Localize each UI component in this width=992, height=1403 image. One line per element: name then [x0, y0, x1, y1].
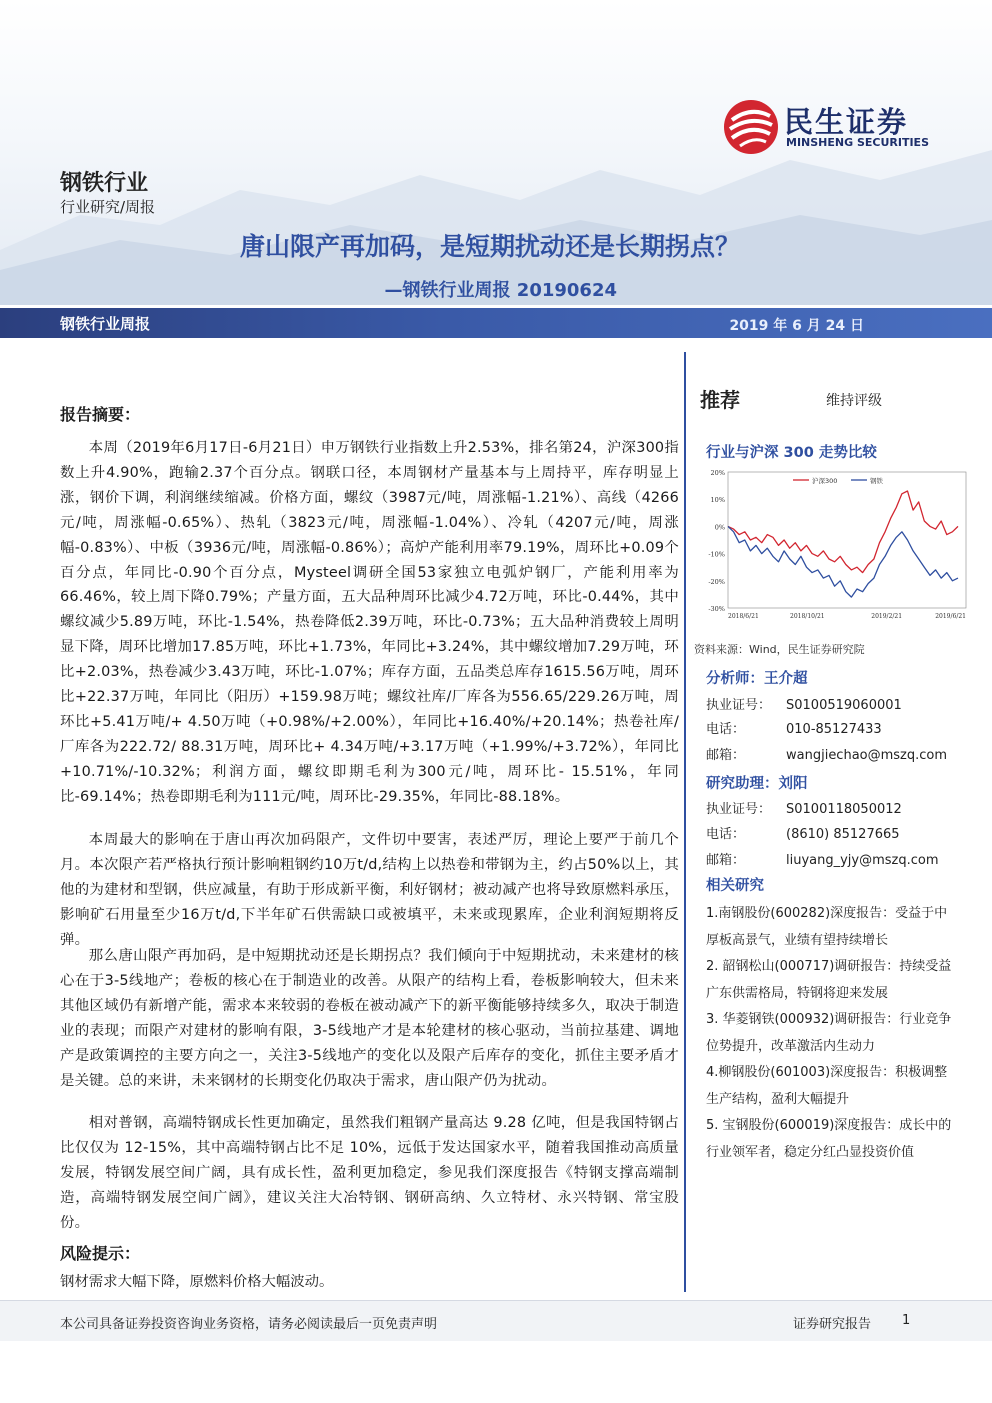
summary-paragraph-1: 本周（2019年6月17日-6月21日）申万钢铁行业指数上升2.53%，排名第24，沪深300指数上升4.90%，跑输2.37个百分点。钢联口径，本周钢材产量基本与上周持平，库存明显上涨，钢价下调，利润继续缩减。价格方面，螺纹（3987元/吨，周涨幅-1.21%）、高线（4266元/吨，周涨幅-0.65%）、热轧（3823元/吨，周涨幅-1.04%）、冷轧（4207元/吨，周涨幅-0.83%）、中板（3936元/吨，周涨幅-0.86%）；高炉产能利用率79.19%，周环比+0.09个百分点，年同比-0.90个百分点，Mysteel调研全国53家独立电弧炉钢厂，产能利用率为66.46%，较上周下降0.79%；产量方面，五大品种周环比减少4.72万吨，环比-0.44%，其中螺纹减少5.89万吨，环比-1.54%，热卷降低2.39万吨，环比-0.73%；五大品种消费较上周明显下降，周环比增加17.85万吨，环比+1.73%，年同比+3.24%，其中螺纹增加7.29万吨，环比+2.03%，热卷减少3.43万吨，环比-1.07%；库存方面，五品类总库存1615.56万吨，周环比+22.37万吨，年同比（阳历）+159.98万吨；螺纹社库/厂库各为556.65/229.26万吨，周环比+5.41万吨/+ 4.50万吨（+0.98%/+2.00%），年同比+16.40%/+20.14%；热卷社库/厂库各为222.72/ 88.31万吨，周环比+ 4.34万吨/+3.17万吨（+1.99%/+3.72%），年同比+10.71%/-10.32%；利润方面，螺纹即期毛利为300元/吨，周环比- 15.51%，年同比-69.14%；热卷即期毛利为111元/吨，周环比-29.35%，年同比-88.18%。 [60, 440, 679, 805]
analyst-heading: 分析师：王介超 [706, 671, 808, 687]
chart-y-tick-label: 10% [710, 496, 725, 505]
risk-text: 钢材需求大幅下降，原燃料价格大幅波动。 [60, 1274, 334, 1290]
related-report-4[interactable]: 4.柳钢股份(601003)深度报告：积极调整生产结构，盈利大幅提升 [706, 1065, 948, 1107]
column-divider [684, 352, 686, 1292]
summary-paragraph-4: 相对普钢，高端特钢成长性更加确定，虽然我们粗钢产量高达 9.28 亿吨，但是我国特钢占比仅仅为 12-15%，其中高端特钢占比不足 10%，远低于发达国家水平，随着我国推动高质量发展，特钢发展空间广阔，具有成长性，盈利更加稳定，参见我们深度报告《特钢支撑高端制造，高端特钢发展空间广阔》，建议关注大冶特钢、钢研高纳、久立特材、永兴特钢、常宝股份。 [60, 1115, 679, 1231]
chart-legend-label: 沪深300 [812, 477, 838, 485]
risk-heading: 风险提示： [60, 1244, 141, 1263]
chart-x-tick-label: 2018/10/21 [790, 613, 825, 620]
industry-label: 钢铁行业 [60, 171, 149, 196]
assistant-email-key: 邮箱： [706, 853, 746, 868]
analyst-phone-key: 电话： [706, 722, 746, 737]
assistant-license-key: 执业证号： [706, 802, 772, 817]
trend-chart [698, 462, 976, 630]
company-logo [722, 98, 952, 158]
page-footer [0, 1300, 992, 1341]
analyst-license-value: S0100519060001 [786, 698, 902, 713]
chart-y-tick-label: -10% [708, 550, 725, 559]
footer-disclaimer: 本公司具备证券投资咨询业务资格，请务必阅读最后一页免责声明 [60, 1317, 438, 1332]
summary-paragraph-2: 本周最大的影响在于唐山再次加码限产，文件切中要害，表述严厉，理论上要严于前几个月。本次限产若严格执行预计影响粗钢约10万t/d,结构上以热卷和带钢为主，约占50%以上，其他的为建材和型钢，供应减量，有助于形成新平衡，利好钢材；被动减产也将导致原燃料承压，影响矿石用量至少16万t/d,下半年矿石供需缺口或被填平，未来或现累库，企业利润短期将反弹。 [60, 832, 679, 948]
related-report-5[interactable]: 5. 宝钢股份(600019)深度报告：成长中的行业领军者，稳定分红凸显投资价值 [706, 1118, 952, 1160]
analyst-email-value[interactable]: wangjiechao@mszq.com [786, 748, 948, 763]
chart-x-tick-label: 2019/6/21 [935, 613, 966, 620]
chart-legend-label: 钢铁 [870, 477, 883, 485]
footer-label: 证券研究报告 [793, 1317, 872, 1332]
analyst-phone [706, 718, 882, 737]
chart-y-tick-label: -30% [708, 605, 725, 613]
related-report-2[interactable]: 2. 韶钢松山(000717)调研报告：持续受益广东供需格局，特钢将迎来发展 [706, 959, 952, 1001]
chart-series [728, 491, 958, 597]
chart-heading: 行业与沪深 300 走势比较 [706, 445, 877, 461]
related-report-1[interactable]: 1.南钢股份(600282)深度报告：受益于中厚板高景气，业绩有望持续增长 [706, 906, 948, 948]
analyst-email [706, 744, 947, 763]
analyst-email-key: 邮箱： [706, 748, 746, 763]
assistant-phone [706, 823, 900, 842]
minsheng-logo-icon [722, 98, 780, 156]
chart-y-tick-label: -20% [708, 577, 725, 586]
assistant-phone-value: (8610) 85127665 [786, 827, 900, 842]
analyst-license [706, 694, 902, 713]
chart-series-line-2 [728, 526, 958, 597]
report-type-label: 行业研究/周报 [60, 198, 156, 216]
related-heading: 相关研究 [706, 878, 764, 894]
rating-label: 维持评级 [826, 393, 882, 409]
chart-y-tick-label: 0% [714, 523, 725, 532]
title-bar [0, 308, 992, 338]
logo-name-en: MINSHENG SECURITIES [786, 136, 929, 149]
analyst-license-key: 执业证号： [706, 698, 772, 713]
assistant-email [706, 849, 939, 868]
chart-x-tick-label: 2018/6/21 [728, 613, 759, 620]
chart-series-line-1 [728, 491, 958, 573]
analyst-phone-value: 010-85127433 [786, 722, 882, 737]
report-subtitle: —钢铁行业周报 20190624 [384, 280, 617, 301]
chart-x-tick-label: 2019/2/21 [871, 613, 903, 620]
summary-paragraph-3: 那么唐山限产再加码，是中短期扰动还是长期拐点？我们倾向于中短期扰动，未来建材的核心在于3-5线地产；卷板的核心在于制造业的改善。从限产的结构上看，卷板影响较大，但未来其他区域仍有新增产能，需求本来较弱的卷板在被动减产下的新平衡能够持续多久，取决于制造业的表现；而限产对建材的影响有限，3-5线地产才是本轮建材的核心驱动，当前拉基建、调地产是政策调控的主要方向之一，关注3-5线地产的变化以及限产后库存的变化，抓住主要矛盾才是关键。总的来讲，未来钢材的长期变化仍取决于需求，唐山限产仍为扰动。 [60, 948, 679, 1089]
assistant-license [706, 798, 902, 817]
summary-heading: 报告摘要： [60, 405, 141, 424]
recommendation: 推荐 [700, 388, 740, 412]
chart-legend [793, 476, 884, 485]
title-bar-label: 钢铁行业周报 [60, 315, 151, 333]
page-number: 1 [902, 1313, 911, 1328]
report-date: 2019 年 6 月 24 日 [729, 318, 864, 334]
related-report-3[interactable]: 3. 华菱钢铁(000932)调研报告：行业竞争位势提升，改革激活内生动力 [706, 1012, 952, 1054]
chart-y-tick-label: 20% [710, 469, 725, 477]
assistant-phone-key: 电话： [706, 827, 746, 842]
report-title: 唐山限产再加码，是短期扰动还是长期拐点？ [239, 232, 740, 261]
chart-source: 资料来源：Wind，民生证券研究院 [694, 643, 865, 656]
logo-name-cn: 民生证券 [784, 105, 909, 139]
assistant-license-value: S0100118050012 [786, 802, 902, 817]
assistant-email-value[interactable]: liuyang_yjy@mszq.com [786, 853, 939, 868]
assistant-heading: 研究助理：刘阳 [706, 776, 808, 792]
